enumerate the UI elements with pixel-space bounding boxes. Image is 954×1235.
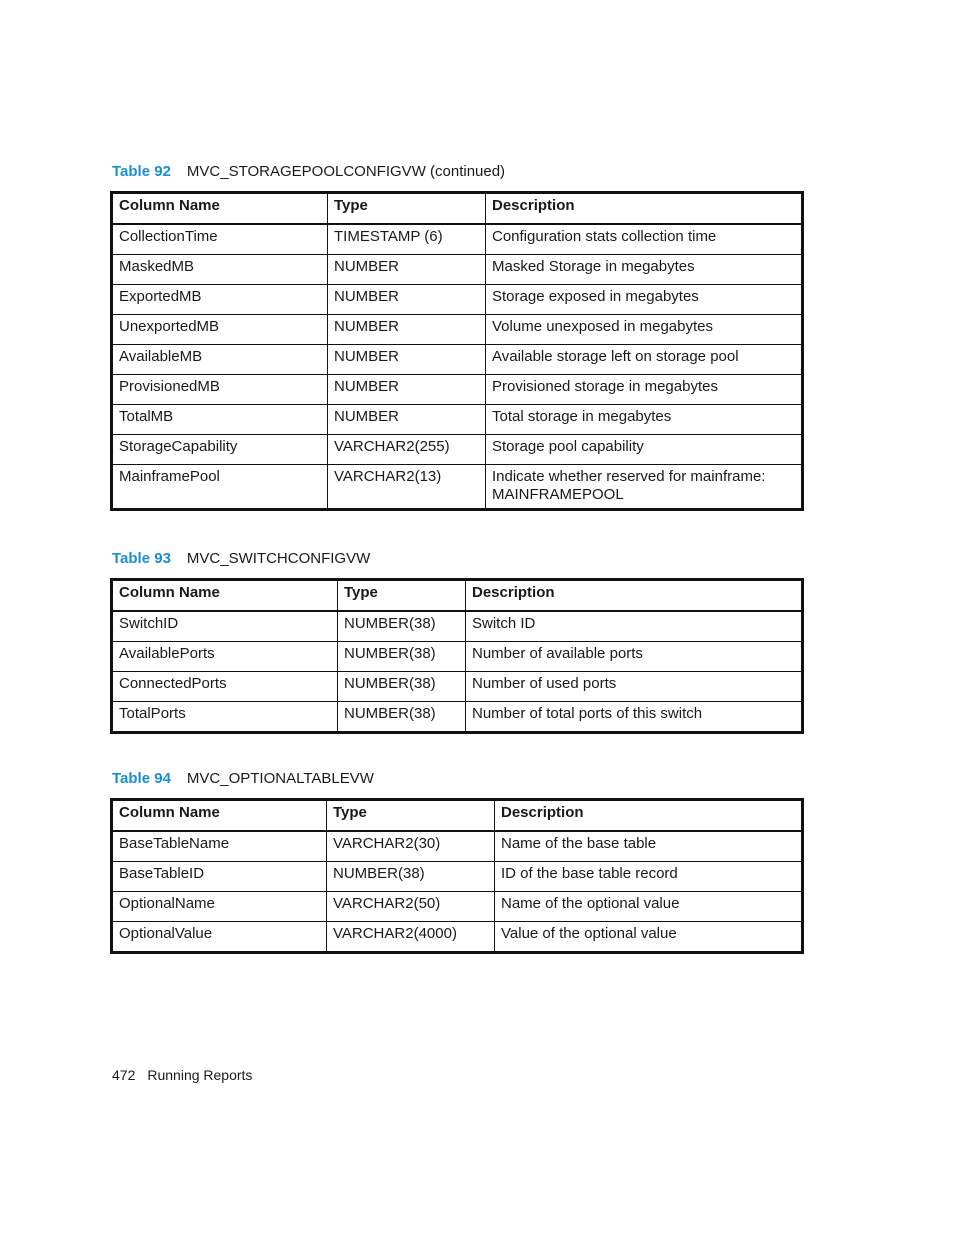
cell-type: VARCHAR2(255) (328, 435, 486, 465)
table-row (112, 224, 803, 255)
page-footer (112, 1067, 252, 1083)
header-description: Description (466, 580, 803, 612)
table-94-title: MVC_OPTIONALTABLEVW (186, 770, 374, 787)
cell-type: NUMBER(38) (327, 862, 495, 892)
table-row (112, 642, 803, 672)
cell-description: Switch ID (466, 611, 803, 642)
table-93-number: Table 93 (112, 550, 171, 567)
table-row (112, 375, 803, 405)
cell-column-name: ConnectedPorts (112, 672, 338, 702)
cell-type: NUMBER (328, 345, 486, 375)
cell-description: Number of used ports (466, 672, 803, 702)
table-94-number: Table 94 (112, 770, 171, 787)
table-row (112, 285, 803, 315)
cell-description: Storage pool capability (486, 435, 803, 465)
table-row (112, 892, 803, 922)
cell-type: NUMBER (328, 285, 486, 315)
cell-column-name: TotalMB (112, 405, 328, 435)
cell-type: NUMBER(38) (338, 672, 466, 702)
cell-description: Value of the optional value (495, 922, 803, 953)
header-type: Type (338, 580, 466, 612)
header-column-name: Column Name (112, 580, 338, 612)
cell-column-name: CollectionTime (112, 224, 328, 255)
table-header-row (112, 800, 803, 832)
page-number: 472 (112, 1067, 136, 1083)
cell-column-name: StorageCapability (112, 435, 328, 465)
cell-type: NUMBER(38) (338, 642, 466, 672)
cell-type: NUMBER (328, 405, 486, 435)
header-type: Type (328, 193, 486, 225)
cell-description: Indicate whether reserved for mainframe: MAINFRAMEPOOL (486, 465, 803, 510)
header-type: Type (327, 800, 495, 832)
cell-description: Storage exposed in megabytes (486, 285, 803, 315)
table-94-caption (112, 770, 374, 788)
cell-description: Name of the optional value (495, 892, 803, 922)
cell-column-name: MainframePool (112, 465, 328, 510)
cell-type: VARCHAR2(30) (327, 831, 495, 862)
cell-type: TIMESTAMP (6) (328, 224, 486, 255)
table-row (112, 315, 803, 345)
cell-column-name: BaseTableID (112, 862, 327, 892)
table-93 (110, 578, 804, 734)
cell-description: Number of total ports of this switch (466, 702, 803, 733)
cell-description: Configuration stats collection time (486, 224, 803, 255)
cell-type: VARCHAR2(13) (328, 465, 486, 510)
table-row (112, 611, 803, 642)
table-header-row (112, 580, 803, 612)
cell-type: NUMBER(38) (338, 611, 466, 642)
table-93-caption (112, 550, 370, 568)
cell-description: Name of the base table (495, 831, 803, 862)
cell-type: NUMBER (328, 255, 486, 285)
cell-column-name: ExportedMB (112, 285, 328, 315)
cell-column-name: MaskedMB (112, 255, 328, 285)
table-93-title: MVC_SWITCHCONFIGVW (186, 550, 371, 567)
cell-type: VARCHAR2(4000) (327, 922, 495, 953)
cell-column-name: AvailableMB (112, 345, 328, 375)
cell-column-name: TotalPorts (112, 702, 338, 733)
cell-description: Volume unexposed in megabytes (486, 315, 803, 345)
table-row (112, 405, 803, 435)
table-92-title: MVC_STORAGEPOOLCONFIGVW (continued) (186, 163, 506, 180)
cell-type: NUMBER (328, 315, 486, 345)
cell-description: Number of available ports (466, 642, 803, 672)
cell-type: VARCHAR2(50) (327, 892, 495, 922)
table-row (112, 465, 803, 510)
table-row (112, 702, 803, 733)
table-row (112, 862, 803, 892)
cell-description: Provisioned storage in megabytes (486, 375, 803, 405)
cell-type: NUMBER (328, 375, 486, 405)
cell-column-name: OptionalName (112, 892, 327, 922)
table-row (112, 255, 803, 285)
table-92-number: Table 92 (112, 163, 171, 180)
header-description: Description (495, 800, 803, 832)
cell-description: ID of the base table record (495, 862, 803, 892)
table-94 (110, 798, 804, 954)
cell-column-name: AvailablePorts (112, 642, 338, 672)
table-92 (110, 191, 804, 511)
cell-type: NUMBER(38) (338, 702, 466, 733)
footer-section-title: Running Reports (147, 1067, 253, 1083)
table-row (112, 345, 803, 375)
table-header-row (112, 193, 803, 225)
cell-description: Available storage left on storage pool (486, 345, 803, 375)
table-row (112, 831, 803, 862)
header-column-name: Column Name (112, 800, 327, 832)
cell-column-name: BaseTableName (112, 831, 327, 862)
cell-column-name: UnexportedMB (112, 315, 328, 345)
table-92-caption (112, 163, 505, 181)
cell-column-name: ProvisionedMB (112, 375, 328, 405)
cell-column-name: SwitchID (112, 611, 338, 642)
table-row (112, 672, 803, 702)
header-column-name: Column Name (112, 193, 328, 225)
header-description: Description (486, 193, 803, 225)
table-row (112, 435, 803, 465)
table-row (112, 922, 803, 953)
cell-description: Masked Storage in megabytes (486, 255, 803, 285)
cell-description: Total storage in megabytes (486, 405, 803, 435)
cell-column-name: OptionalValue (112, 922, 327, 953)
